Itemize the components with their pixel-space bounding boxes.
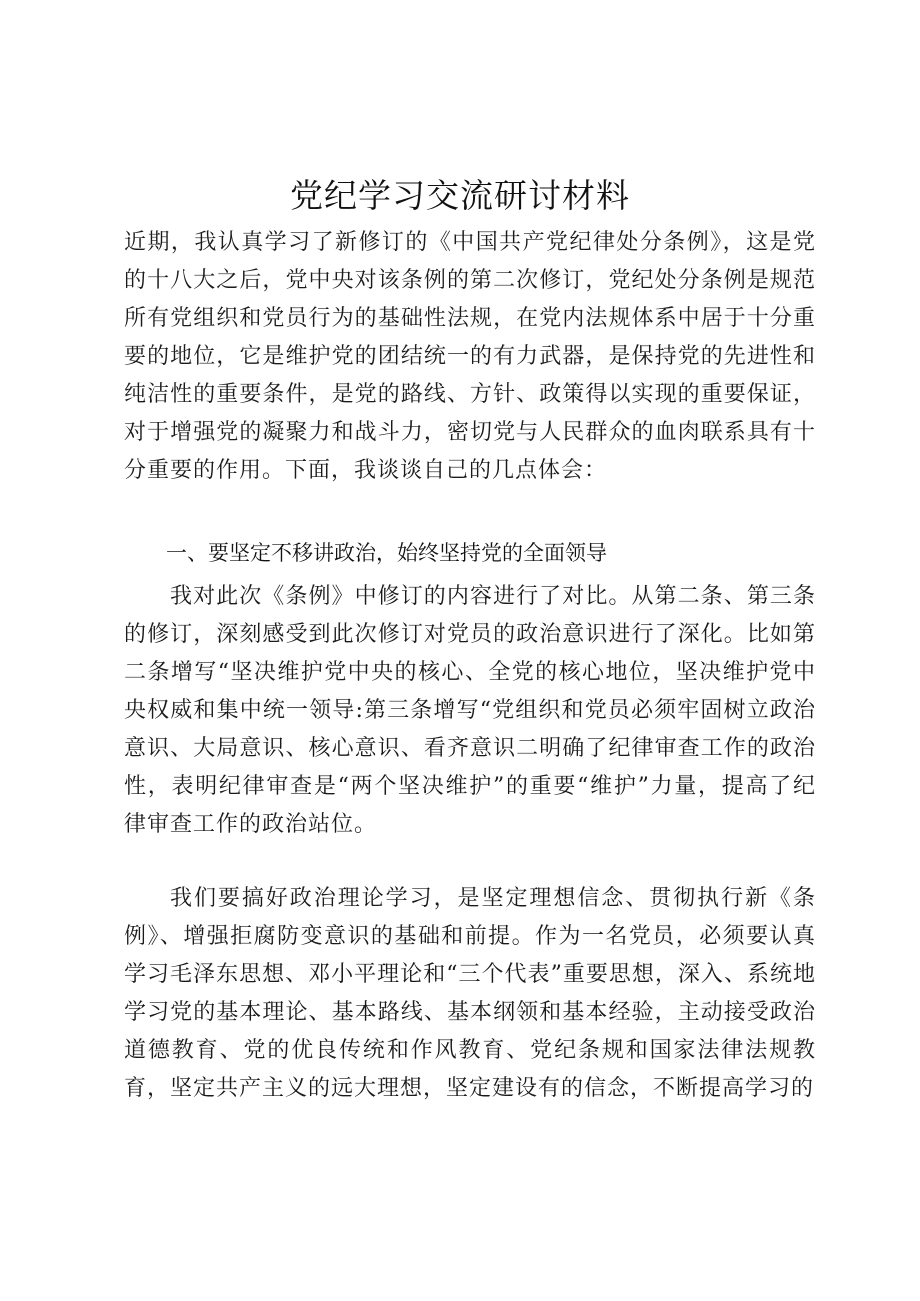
section-heading: 一、要坚定不移讲政治，始终坚持党的全面领导 [166, 541, 607, 565]
body-paragraph: 我们要搞好政治理论学习，是坚定理想信念、贯彻执行新《条例》、增强拒腐防变意识的基础和前提。作为一名党员，必须要认真学习毛泽东思想、邓小平理论和“三个代表”重要思想，深入、系统地学习党的基本理论、基本路线、基本纲领和基本经验，主动接受政治道德教育、党的优良传统和作风教育、党纪条规和国家法律法规教育，坚定共产主义的远大理想，坚定建设有的信念，不断提高学习的 [124, 886, 816, 1101]
body-paragraph: 我对此次《条例》中修订的内容进行了对比。从第二条、第三条的修订，深刻感受到此次修订对党员的政治意识进行了深化。比如第二条增写“坚决维护党中央的核心、全党的核心地位，坚决维护党中央权威和集中统一领导:第三条增写“党组织和党员必须牢固树立政治意识、大局意识、核心意识、看齐意识二明确了纪律审查工作的政治性，表明纪律审查是“两个坚决维护”的重要“维护”力量，提高了纪律审查工作的政治站位。 [124, 584, 816, 837]
document-title: 党纪学习交流研讨材料 [290, 176, 630, 215]
intro-paragraph: 近期，我认真学习了新修订的《中国共产党纪律处分条例》，这是党的十八大之后，党中央对该条例的第二次修订，党纪处分条例是规范所有党组织和党员行为的基础性法规，在党内法规体系中居于十分重要的地位，它是维护党的团结统一的有力武器，是保持党的先进性和纯洁性的重要条件，是党的路线、方针、政策得以实现的重要保证，对于增强党的凝聚力和战斗力，密切党与人民群众的血肉联系具有十分重要的作用。下面，我谈谈自己的几点体会： [124, 230, 816, 483]
